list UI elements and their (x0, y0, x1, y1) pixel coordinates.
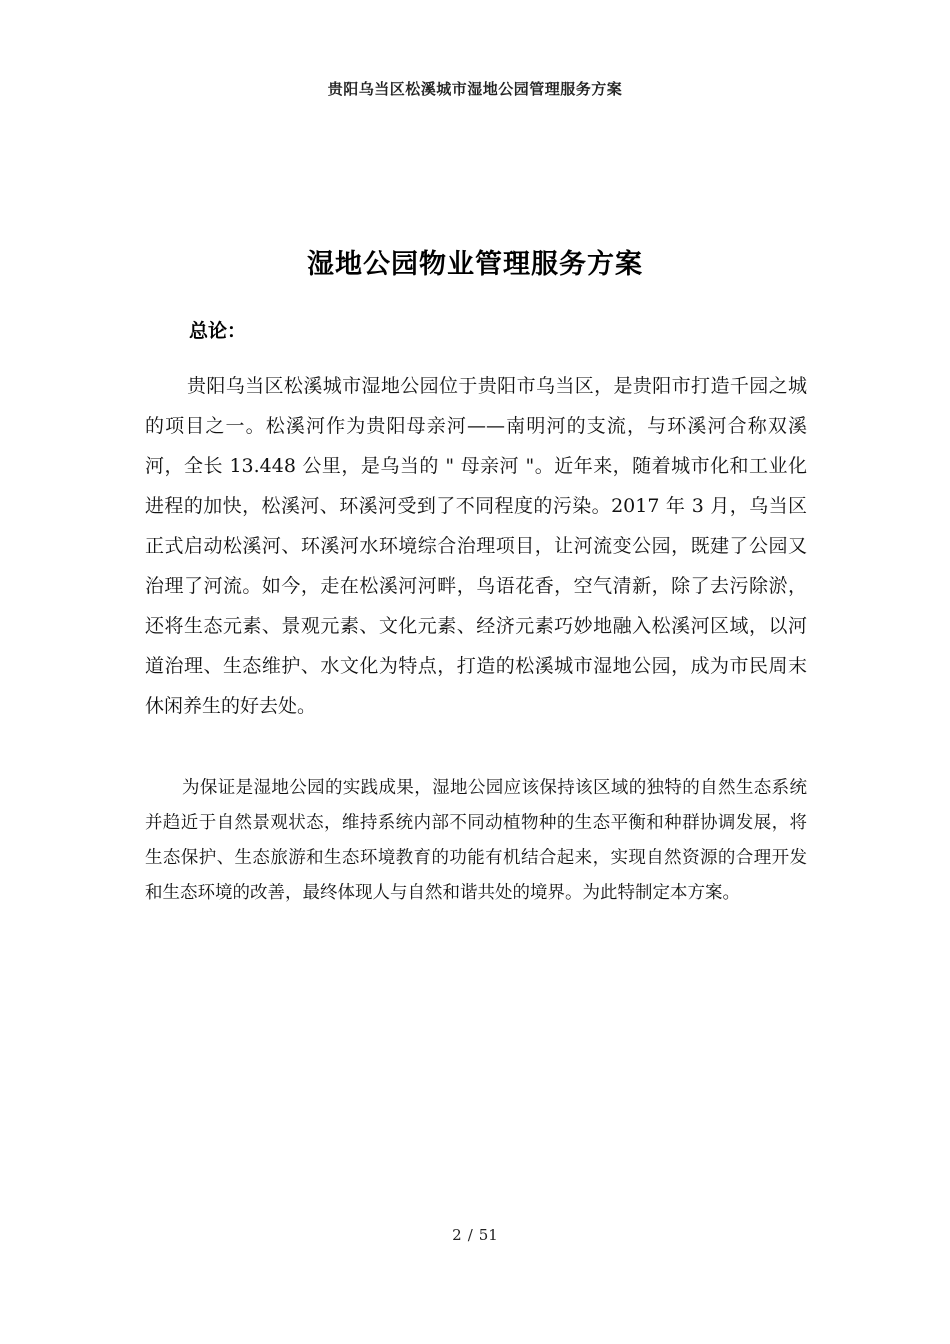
page-separator: / (467, 1226, 473, 1244)
document-title: 湿地公园物业管理服务方案 (307, 249, 643, 280)
body-paragraph: 贵阳乌当区松溪城市湿地公园位于贵阳市乌当区，是贵阳市打造千园之城的项目之一。松溪河作为贵阳母亲河——南明河的支流，与环溪河合称双溪河，全长 13.448 公里，是乌当的 " 母亲河 "。近年来，随着城市化和工业化进程的加快，松溪河、环溪河受到了不同程度的污染。2017 年 3 月，乌当区正式启动松溪河、环溪河水环境综合治理项目，让河流变公园，既建了公园又治理了河流。如今，走在松溪河河畔，鸟语花香，空气清新，除了去污除淤，还将生态元素、景观元素、文化元素、经济元素巧妙地融入松溪河区域，以河道治理、生态维护、水文化为特点，打造的松溪城市湿地公园，成为市民周末休闲养生的好去处。 (145, 375, 807, 717)
page-number (0, 1226, 950, 1244)
current-page: 2 (452, 1226, 462, 1244)
running-header: 贵阳乌当区松溪城市湿地公园管理服务方案 (327, 80, 623, 98)
section-heading: 总论： (189, 320, 247, 342)
total-pages: 51 (478, 1226, 498, 1244)
body-paragraph: 为保证是湿地公园的实践成果，湿地公园应该保持该区域的独特的自然生态系统并趋近于自然景观状态，维持系统内部不同动植物种的生态平衡和种群协调发展，将生态保护、生态旅游和生态环境教育的功能有机结合起来，实现自然资源的合理开发和生态环境的改善，最终体现人与自然和谐共处的境界。为此特制定本方案。 (145, 778, 807, 903)
